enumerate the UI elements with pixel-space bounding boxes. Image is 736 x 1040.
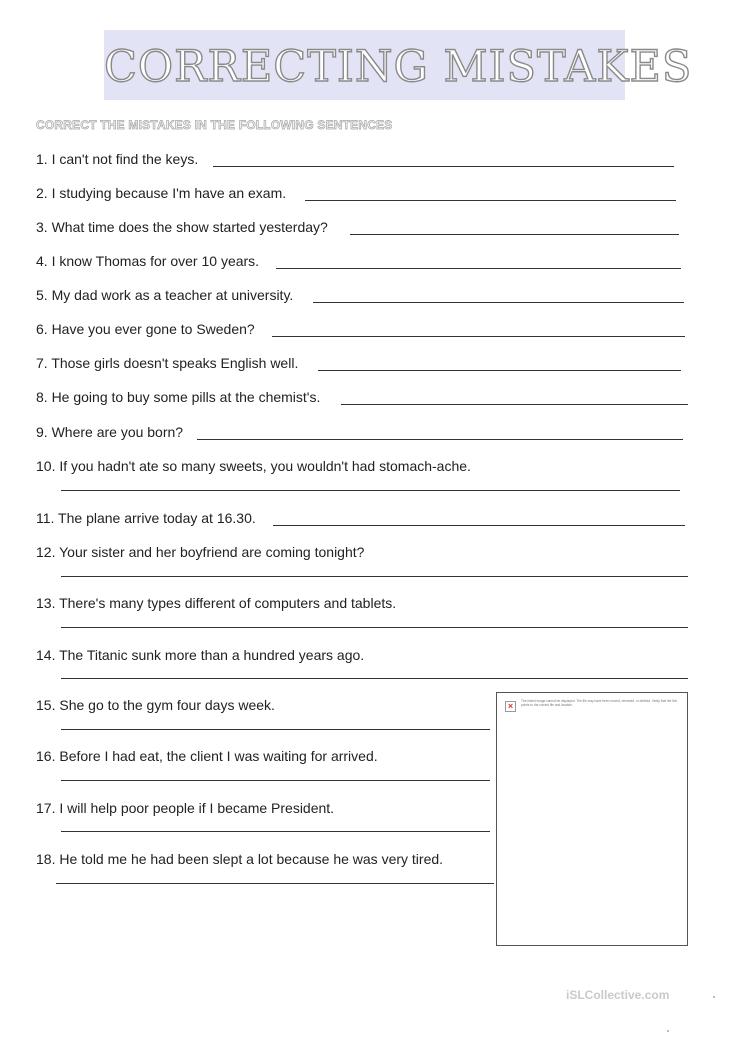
answer-line-1[interactable] (213, 166, 674, 167)
image-placeholder (496, 692, 688, 946)
question-7: 7. Those girls doesn't speaks English well. (36, 355, 299, 371)
question-12: 12. Your sister and her boyfriend are coming tonight? (36, 544, 365, 560)
question-14: 14. The Titanic sunk more than a hundred years ago. (36, 647, 365, 663)
page-title: CORRECTING MISTAKES (104, 42, 693, 92)
broken-image-icon: × (505, 701, 516, 712)
question-15: 15. She go to the gym four days week. (36, 697, 275, 713)
question-8: 8. He going to buy some pills at the chemist's. (36, 389, 321, 405)
answer-line-13[interactable] (61, 627, 688, 628)
answer-line-2[interactable] (305, 200, 676, 201)
question-17: 17. I will help poor people if I became President. (36, 800, 335, 816)
answer-line-16[interactable] (61, 780, 490, 781)
answer-line-7[interactable] (318, 370, 681, 371)
answer-line-8[interactable] (341, 404, 688, 405)
answer-line-6[interactable] (272, 336, 685, 337)
question-2: 2. I studying because I'm have an exam. (36, 185, 287, 201)
answer-line-9[interactable] (197, 439, 683, 440)
question-10: 10. If you hadn't ate so many sweets, you wouldn't had stomach-ache. (36, 458, 471, 474)
question-18: 18. He told me he had been slept a lot because he was very tired. (36, 851, 444, 867)
question-1: 1. I can't not find the keys. (36, 151, 199, 167)
instructions: CORRECT THE MISTAKES IN THE FOLLOWING SENTENCES (36, 118, 393, 132)
answer-line-4[interactable] (276, 268, 681, 269)
answer-line-12[interactable] (61, 576, 688, 577)
question-11: 11. The plane arrive today at 16.30. (36, 510, 256, 526)
answer-line-14[interactable] (61, 678, 688, 679)
question-5: 5. My dad work as a teacher at university. (36, 287, 294, 303)
question-13: 13. There's many types different of computers and tablets. (36, 595, 397, 611)
answer-line-11[interactable] (273, 525, 685, 526)
question-16: 16. Before I had eat, the client I was waiting for arrived. (36, 748, 378, 764)
watermark: iSLCollective.com (566, 988, 670, 1002)
answer-line-5[interactable] (313, 302, 684, 303)
answer-line-3[interactable] (350, 234, 679, 235)
title-banner (104, 30, 693, 100)
broken-image-message: The linked image cannot be displayed. The file may have been moved, renamed, or deleted. Verify that the link points to the correct file and location. (521, 699, 678, 707)
question-6: 6. Have you ever gone to Sweden? (36, 321, 255, 337)
answer-line-17[interactable] (61, 831, 490, 832)
answer-line-18[interactable] (56, 883, 494, 884)
question-4: 4. I know Thomas for over 10 years. (36, 253, 260, 269)
answer-line-15[interactable] (61, 729, 490, 730)
decorative-dot (667, 1030, 669, 1032)
question-3: 3. What time does the show started yesterday? (36, 219, 328, 235)
answer-line-10[interactable] (61, 490, 680, 491)
question-9: 9. Where are you born? (36, 424, 184, 440)
decorative-dot (713, 996, 715, 998)
